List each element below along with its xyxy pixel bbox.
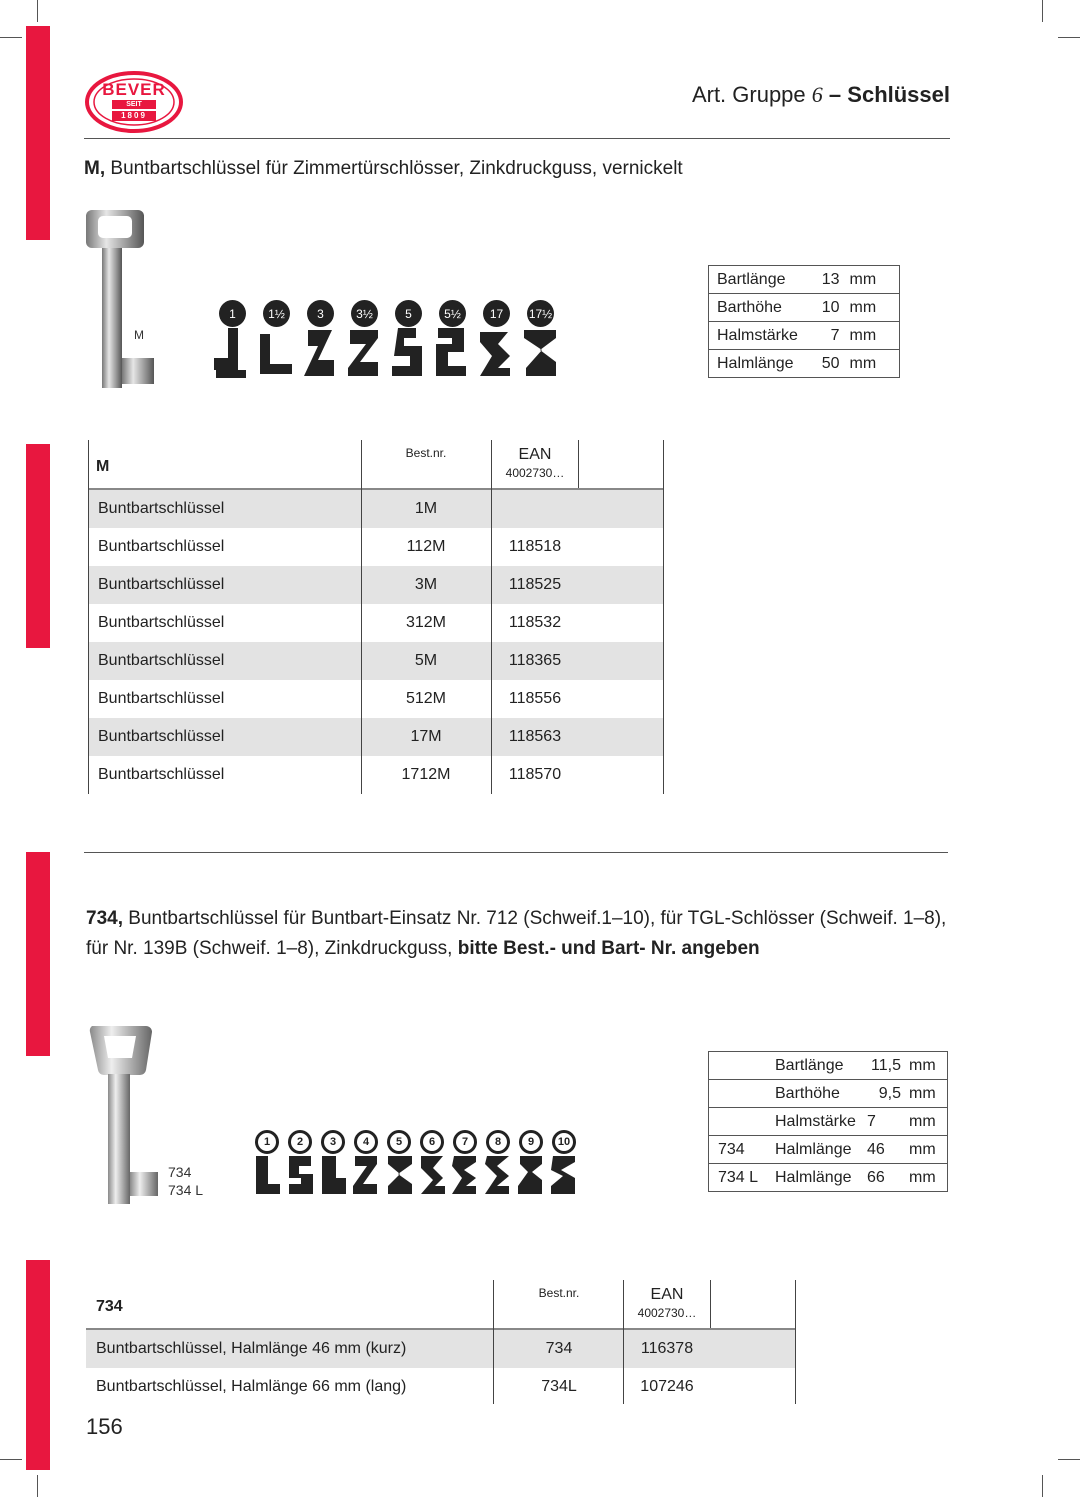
header-group: 6 bbox=[811, 82, 823, 107]
bit-profile bbox=[549, 1130, 579, 1200]
bit-number: 5 bbox=[395, 300, 422, 327]
cell-best: 312M bbox=[405, 614, 447, 631]
table-row bbox=[88, 566, 664, 604]
crop-mark bbox=[37, 0, 38, 22]
spec-row bbox=[709, 294, 900, 322]
crop-mark bbox=[1042, 1475, 1043, 1497]
cell-ean: 118563 bbox=[508, 728, 562, 745]
cell-desc: Buntbartschlüssel, Halmlänge 46 mm (kurz) bbox=[96, 1340, 407, 1357]
spec-row bbox=[709, 1108, 948, 1136]
bit-profile bbox=[516, 1130, 546, 1200]
spec-unit: mm bbox=[909, 1169, 936, 1186]
spec-row bbox=[709, 1164, 948, 1192]
spec-cell bbox=[709, 294, 900, 322]
cell-ean: 118556 bbox=[508, 690, 562, 707]
cell-ean bbox=[492, 490, 578, 528]
spec-label: Bartlänge bbox=[775, 1057, 844, 1074]
side-tab bbox=[26, 444, 50, 648]
spec-unit: mm bbox=[909, 1085, 936, 1102]
spec-row bbox=[709, 1052, 948, 1080]
spec-unit: mm bbox=[909, 1141, 936, 1158]
bit-profile bbox=[252, 1130, 282, 1200]
section-note: bitte Best.- und Bart- Nr. angeben bbox=[457, 938, 760, 959]
section-title bbox=[84, 154, 683, 184]
cell-desc: Buntbartschlüssel, Halmlänge 66 mm (lang) bbox=[96, 1378, 407, 1395]
spec-value: 13 bbox=[821, 270, 840, 288]
cell-ean: 118365 bbox=[508, 652, 562, 669]
table-row bbox=[88, 490, 664, 528]
spec-table bbox=[708, 1051, 948, 1192]
col-header-ean-prefix: 4002730… bbox=[637, 1306, 697, 1320]
bit-number: 1 bbox=[255, 1130, 279, 1154]
cell-ean: 118532 bbox=[508, 614, 562, 631]
side-tab bbox=[26, 852, 50, 1056]
cell-desc: Buntbartschlüssel bbox=[98, 576, 225, 593]
logo-word: BEVER bbox=[102, 80, 166, 99]
bit-number: 1½ bbox=[263, 300, 290, 327]
bit-number: 1 bbox=[219, 300, 246, 327]
spec-value: 7 bbox=[830, 326, 840, 344]
spec-row bbox=[709, 1080, 948, 1108]
bit-profile bbox=[417, 1130, 447, 1200]
spec-cell bbox=[709, 1052, 948, 1080]
cell-ean: 118518 bbox=[508, 538, 562, 555]
cell-ean: 107246 bbox=[640, 1378, 694, 1395]
cell-ean: 118525 bbox=[508, 576, 562, 593]
spec-cell bbox=[709, 1136, 948, 1164]
section-title-line bbox=[86, 934, 966, 964]
bit-profile bbox=[432, 300, 472, 384]
bit-number: 7 bbox=[453, 1130, 477, 1154]
logo-seit: SEIT bbox=[126, 101, 142, 108]
section-description: Buntbartschlüssel für Buntbart-Einsatz Nr. 712 (Schweif.1–10), für TGL-Schlösser (Schweif. 1–8), bbox=[128, 908, 947, 929]
table-heading: M bbox=[96, 458, 110, 475]
crop-mark bbox=[0, 37, 22, 38]
table-divider bbox=[795, 1280, 796, 1404]
col-header-best: Best.nr. bbox=[405, 446, 447, 460]
product-table bbox=[88, 440, 664, 794]
side-tab bbox=[26, 1260, 50, 1470]
bit-number: 17½ bbox=[527, 300, 554, 327]
key-label: 734 bbox=[168, 1164, 192, 1180]
cell-best: 3M bbox=[414, 576, 438, 593]
crop-mark bbox=[37, 1475, 38, 1497]
table-heading: 734 bbox=[96, 1298, 123, 1315]
table-row bbox=[88, 718, 664, 756]
key-label: 734 L bbox=[168, 1182, 204, 1198]
logo-year: 1809 bbox=[121, 111, 147, 120]
bit-profile bbox=[318, 1130, 348, 1200]
crop-mark bbox=[1042, 0, 1043, 22]
spec-label: Halmstärke bbox=[775, 1113, 856, 1130]
bit-profile bbox=[285, 1130, 315, 1200]
bit-profile bbox=[450, 1130, 480, 1200]
section-rule bbox=[84, 852, 948, 853]
bit-profile bbox=[388, 300, 428, 384]
bit-profiles bbox=[252, 1130, 582, 1200]
bit-profile bbox=[351, 1130, 381, 1200]
bit-profile bbox=[520, 300, 560, 384]
spec-label: Halmlänge bbox=[775, 1169, 852, 1186]
crop-mark bbox=[1058, 37, 1080, 38]
header-rule bbox=[84, 138, 950, 139]
spec-label: Halmstärke bbox=[717, 326, 798, 344]
spec-label: Halmlänge bbox=[775, 1141, 852, 1158]
table-divider bbox=[663, 440, 664, 794]
cell-best: 112M bbox=[406, 538, 446, 555]
spec-value: 7 bbox=[867, 1113, 876, 1130]
bit-profile bbox=[300, 300, 340, 384]
spec-row bbox=[709, 266, 900, 294]
section-code: 734, bbox=[86, 908, 123, 929]
cell-best: 5M bbox=[414, 652, 438, 669]
spec-label: Barthöhe bbox=[775, 1085, 840, 1102]
spec-value: 11,5 bbox=[871, 1057, 901, 1074]
table-row bbox=[88, 604, 664, 642]
spec-unit: mm bbox=[849, 326, 877, 344]
col-header-ean: EAN bbox=[518, 446, 552, 463]
header-dash: – bbox=[828, 82, 842, 107]
cell-best: 1712M bbox=[401, 766, 451, 783]
table-row bbox=[86, 1330, 796, 1368]
header-prefix: Art. Gruppe bbox=[691, 82, 806, 107]
spec-cell bbox=[709, 1164, 948, 1192]
spec-table bbox=[708, 265, 900, 378]
spec-cell bbox=[709, 1108, 948, 1136]
bit-number: 17 bbox=[483, 300, 510, 327]
page-number: 156 bbox=[86, 1414, 123, 1439]
table-divider bbox=[361, 440, 362, 794]
spec-cell bbox=[709, 350, 900, 378]
table-divider bbox=[710, 1280, 711, 1328]
spec-value: 10 bbox=[821, 298, 840, 316]
spec-value: 46 bbox=[867, 1141, 885, 1158]
key-illustration bbox=[84, 1022, 214, 1208]
col-header-ean: EAN bbox=[650, 1286, 684, 1303]
side-tab bbox=[26, 26, 50, 240]
spec-label: Barthöhe bbox=[717, 298, 782, 316]
bit-number: 3½ bbox=[351, 300, 378, 327]
spec-unit: mm bbox=[849, 270, 877, 288]
spec-label: Bartlänge bbox=[717, 270, 786, 288]
spec-value: 50 bbox=[821, 354, 840, 372]
bit-number: 6 bbox=[420, 1130, 444, 1154]
cell-desc: Buntbartschlüssel bbox=[98, 500, 225, 517]
table-row bbox=[88, 528, 664, 566]
cell-ean: 118570 bbox=[508, 766, 562, 783]
section-description: für Nr. 139B (Schweif. 1–8), Zinkdruckguss, bbox=[86, 938, 453, 959]
bit-number: 5 bbox=[387, 1130, 411, 1154]
bit-profile bbox=[476, 300, 516, 384]
spec-unit: mm bbox=[909, 1057, 936, 1074]
bit-profile bbox=[212, 300, 252, 384]
table-divider bbox=[491, 440, 492, 794]
spec-code: 734 L bbox=[718, 1169, 759, 1186]
spec-unit: mm bbox=[909, 1113, 936, 1130]
bit-number: 3 bbox=[321, 1130, 345, 1154]
key-illustration bbox=[86, 206, 166, 392]
cell-desc: Buntbartschlüssel bbox=[98, 538, 225, 555]
spec-cell bbox=[709, 266, 900, 294]
bit-profile bbox=[256, 300, 296, 384]
table-header bbox=[86, 1280, 796, 1330]
spec-row bbox=[709, 1136, 948, 1164]
cell-desc: Buntbartschlüssel bbox=[98, 690, 225, 707]
bit-number: 3 bbox=[307, 300, 334, 327]
table-divider bbox=[493, 1280, 494, 1404]
spec-code: 734 bbox=[718, 1141, 745, 1158]
section-description: Buntbartschlüssel für Zimmertürschlösser, Zinkdruckguss, vernickelt bbox=[110, 158, 683, 179]
table-divider bbox=[623, 1280, 624, 1404]
cell-best: 734 bbox=[545, 1340, 573, 1357]
bit-number: 2 bbox=[288, 1130, 312, 1154]
spec-row bbox=[709, 350, 900, 378]
table-divider bbox=[88, 440, 89, 794]
spec-unit: mm bbox=[849, 354, 877, 372]
bit-profiles bbox=[212, 300, 564, 384]
cell-best: 512M bbox=[405, 690, 447, 707]
col-header-best: Best.nr. bbox=[538, 1286, 580, 1300]
cell-desc: Buntbartschlüssel bbox=[98, 728, 225, 745]
bit-profile bbox=[384, 1130, 414, 1200]
section-code: M, bbox=[84, 158, 106, 179]
header-title: Schlüssel bbox=[847, 82, 950, 107]
cell-desc: Buntbartschlüssel bbox=[98, 652, 225, 669]
cell-best: 734L bbox=[541, 1378, 577, 1395]
crop-mark bbox=[0, 1459, 22, 1460]
col-header-ean-prefix: 4002730… bbox=[505, 466, 565, 480]
spec-cell bbox=[709, 1080, 948, 1108]
table-row bbox=[86, 1368, 796, 1406]
cell-best: 17M bbox=[410, 728, 442, 745]
cell-best: 1M bbox=[414, 500, 438, 517]
spec-unit: mm bbox=[849, 298, 877, 316]
bit-number: 10 bbox=[552, 1130, 576, 1154]
spec-value: 9,5 bbox=[878, 1085, 901, 1102]
bever-logo bbox=[84, 70, 184, 134]
table-divider bbox=[578, 440, 579, 488]
bit-profile bbox=[483, 1130, 513, 1200]
spec-value: 66 bbox=[867, 1169, 885, 1186]
table-row bbox=[88, 680, 664, 718]
bit-number: 4 bbox=[354, 1130, 378, 1154]
spec-row bbox=[709, 322, 900, 350]
key-label: M bbox=[134, 328, 144, 342]
bit-number: 9 bbox=[519, 1130, 543, 1154]
section-title-line bbox=[86, 904, 966, 934]
product-table bbox=[86, 1280, 796, 1406]
spec-label: Halmlänge bbox=[717, 354, 794, 372]
table-row bbox=[88, 756, 664, 794]
table-row bbox=[88, 642, 664, 680]
cell-desc: Buntbartschlüssel bbox=[98, 614, 225, 631]
page-header-title bbox=[692, 82, 950, 108]
bit-number: 5½ bbox=[439, 300, 466, 327]
crop-mark bbox=[1058, 1459, 1080, 1460]
cell-ean: 116378 bbox=[640, 1340, 694, 1357]
bit-profile bbox=[344, 300, 384, 384]
cell-desc: Buntbartschlüssel bbox=[98, 766, 225, 783]
section-title bbox=[86, 904, 966, 964]
spec-cell bbox=[709, 322, 900, 350]
bit-number: 8 bbox=[486, 1130, 510, 1154]
